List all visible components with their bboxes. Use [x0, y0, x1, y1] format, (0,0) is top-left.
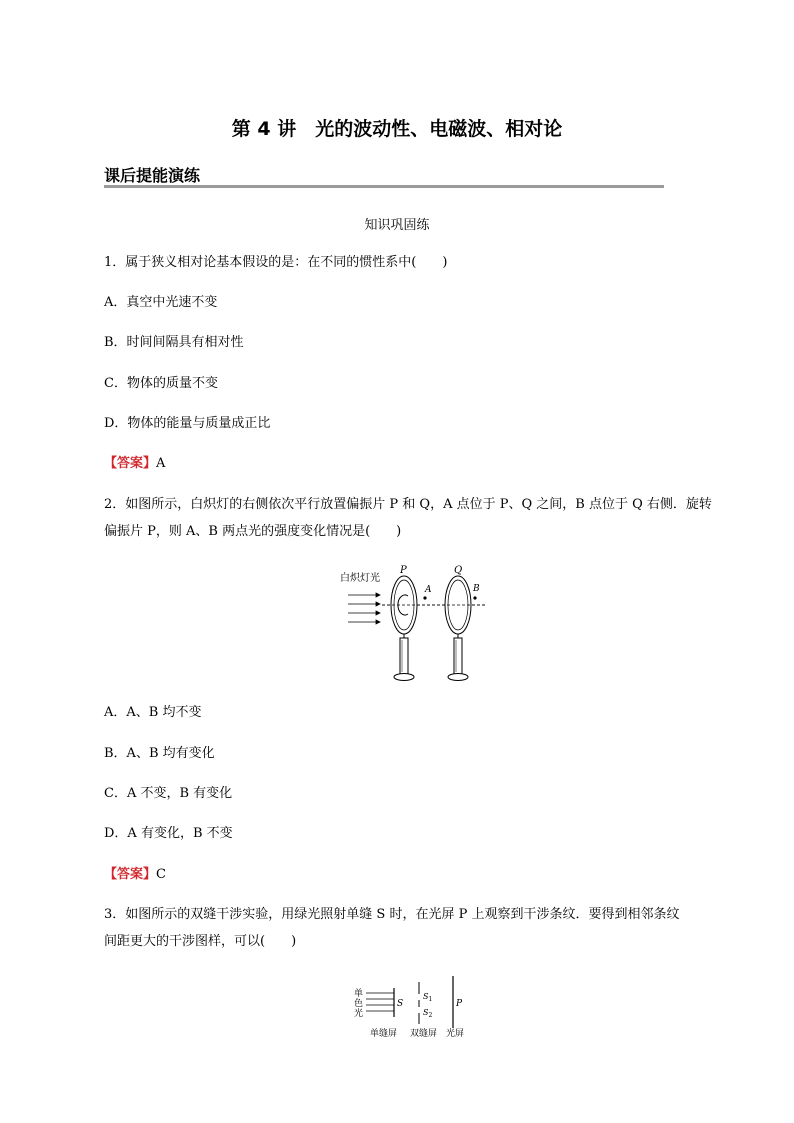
- question-1-option-b: B．时间间隔具有相对性: [104, 335, 244, 350]
- question-3-stem-line-2: 间距更大的干涉图样，可以( ): [104, 934, 297, 949]
- question-1-option-d: D．物体的能量与质量成正比: [104, 416, 271, 431]
- point-a: [423, 596, 426, 599]
- polarizer-p: [391, 576, 417, 681]
- answer-label: 【答案】: [104, 456, 157, 471]
- page-title: 第 4 讲 光的波动性、电磁波、相对论: [231, 118, 563, 140]
- section-divider: [104, 185, 664, 188]
- question-2-option-d: D．A 有变化，B 不变: [104, 826, 233, 841]
- lamp-label: 白炽灯光: [340, 573, 380, 584]
- question-2-stem-line-1: 2．如图所示，白炽灯的右侧依次平行放置偏振片 P 和 Q，A 点位于 P、Q 之间，B 点位于 Q 右侧．旋转: [104, 497, 712, 512]
- light-label-2: 色: [354, 999, 364, 1009]
- question-2-option-c: C．A 不变，B 有变化: [104, 786, 233, 801]
- s-label: S: [397, 999, 404, 1009]
- s1-label: $S_1$: [423, 992, 433, 1003]
- answer-label: 【答案】: [104, 867, 157, 882]
- answer-value: A: [156, 456, 166, 471]
- question-2-option-a: A．A、B 均不变: [104, 705, 202, 720]
- question-2-stem-line-2: 偏振片 P，则 A、B 两点光的强度变化情况是( ): [104, 524, 402, 539]
- light-screen-label: 光屏: [446, 1029, 465, 1039]
- question-3-stem-line-1: 3．如图所示的双缝干涉实验，用绿光照射单缝 S 时，在光屏 P 上观察到干涉条纹．要得到相邻条纹: [104, 907, 680, 922]
- s2-label: $S_2$: [423, 1008, 433, 1019]
- single-slit-label: 单缝屏: [370, 1029, 398, 1039]
- question-1-option-c: C．物体的质量不变: [104, 376, 218, 391]
- p-label: P: [456, 999, 463, 1009]
- q-label: Q: [454, 565, 463, 576]
- polarizer-q: [445, 576, 471, 681]
- question-2-option-b: B．A、B 均有变化: [104, 746, 215, 761]
- answer-value: C: [156, 867, 166, 882]
- double-slit-label: 双缝屏: [410, 1029, 438, 1039]
- double-slit-figure: [350, 972, 470, 1044]
- question-1-option-a: A．真空中光速不变: [104, 295, 218, 310]
- question-2-answer: [104, 865, 694, 885]
- question-1-answer: [104, 454, 694, 474]
- sub-heading: 知识巩固练: [364, 218, 430, 233]
- p-label: P: [400, 565, 407, 576]
- light-arrows: [348, 593, 380, 624]
- light-label-1: 单: [354, 989, 364, 999]
- section-heading: 课后提能演练: [104, 166, 201, 185]
- b-label: B: [473, 584, 480, 594]
- light-label-3: 光: [354, 1009, 364, 1019]
- a-label: A: [425, 585, 432, 595]
- polarizer-figure: [330, 560, 500, 685]
- light-rays: [366, 993, 394, 1011]
- point-b: [473, 596, 476, 599]
- question-1-stem: 1．属于狭义相对论基本假设的是：在不同的惯性系中( ): [104, 255, 448, 270]
